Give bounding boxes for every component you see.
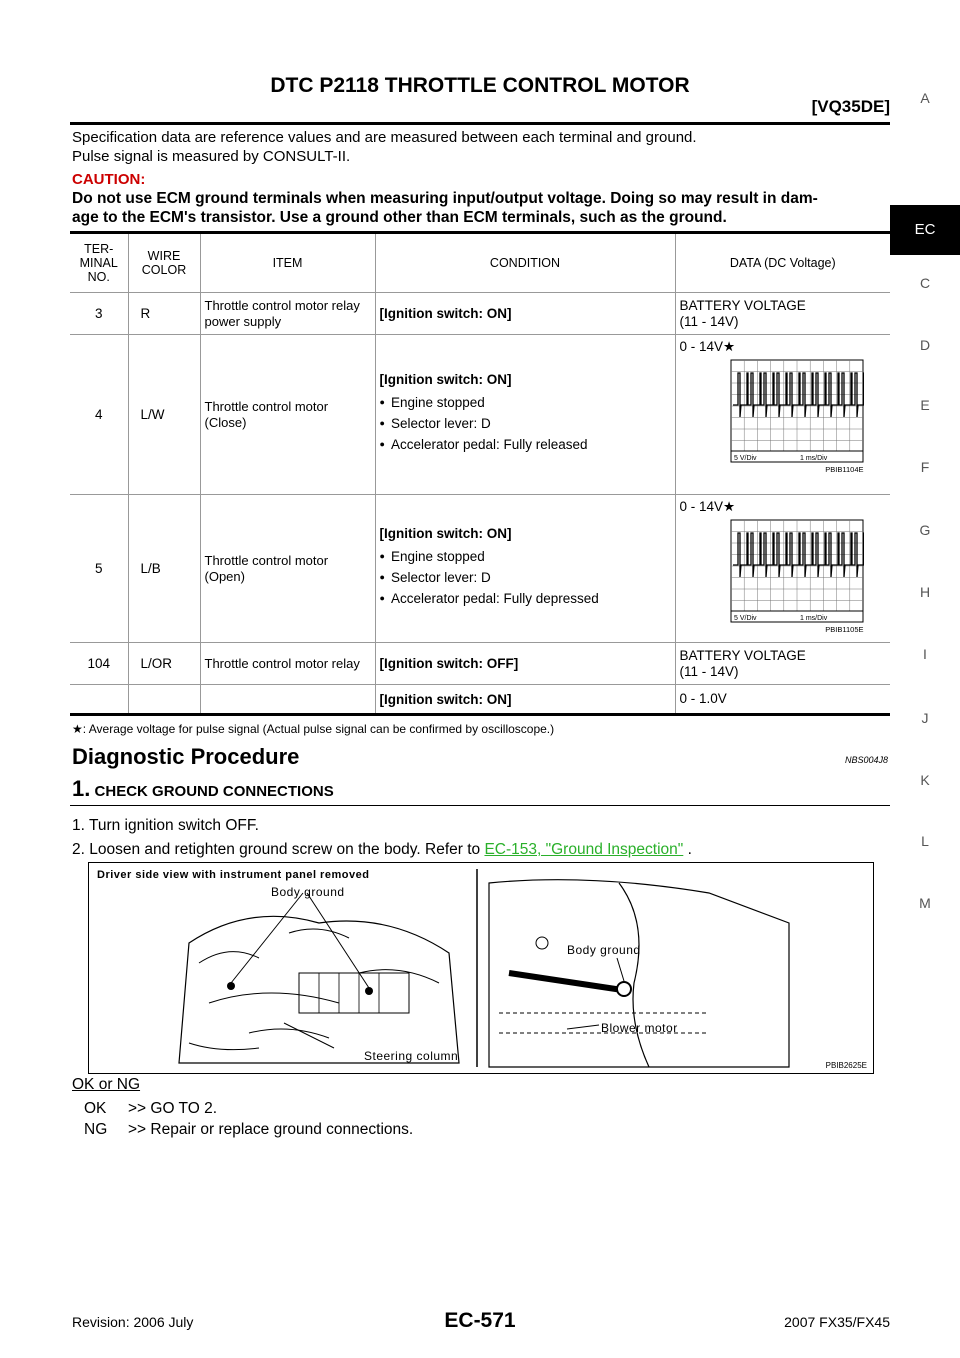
header-rule	[70, 122, 890, 125]
section-title: Diagnostic Procedure	[72, 744, 300, 769]
cell-condition	[375, 293, 675, 335]
data-value: 0 - 14V★	[679, 339, 736, 354]
table-row	[70, 495, 890, 643]
side-tab-a[interactable]: A	[920, 90, 930, 106]
data-value: BATTERY VOLTAGE (11 - 14V)	[679, 647, 806, 679]
cell-wire-color	[128, 685, 200, 715]
cell-data	[675, 293, 890, 335]
side-tab-k[interactable]: K	[920, 772, 930, 788]
side-tab-h[interactable]: H	[919, 584, 931, 600]
cell-condition	[375, 335, 675, 495]
condition-bullet: ● Engine stopped	[380, 549, 671, 564]
condition-label: [Ignition switch: ON]	[379, 691, 512, 707]
col-wire-color: WIRE COLOR	[128, 233, 200, 293]
cell-wire-color: L/W	[128, 335, 200, 495]
footer-revision: Revision: 2006 July	[72, 1314, 194, 1330]
cell-data	[675, 643, 890, 685]
ground-location-figure	[88, 862, 874, 1074]
cell-condition	[375, 685, 675, 715]
cell-item: Throttle control motor (Close)	[200, 335, 375, 495]
footer-page-number: EC-571	[444, 1309, 516, 1332]
cell-terminal: 3	[70, 293, 128, 335]
terminal-spec-table	[70, 231, 890, 716]
cell-item: Throttle control motor relay	[200, 643, 375, 685]
scope-volt-scale: 5 V/Div	[733, 455, 757, 462]
cell-terminal: 104	[70, 643, 128, 685]
section-code: NBS004J8	[844, 755, 888, 765]
cell-condition	[375, 495, 675, 643]
cell-wire-color: R	[128, 293, 200, 335]
scope-volt-scale: 5 V/Div	[733, 615, 757, 622]
side-tab-j[interactable]: J	[921, 710, 929, 726]
cell-item: Throttle control motor relay power supply	[200, 293, 375, 335]
side-tab-e[interactable]: E	[920, 397, 930, 413]
side-tab-c[interactable]: C	[919, 275, 931, 291]
condition-label: [Ignition switch: ON]	[379, 306, 512, 321]
side-tab-f[interactable]: F	[920, 459, 930, 475]
data-value: BATTERY VOLTAGE (11 - 14V)	[679, 297, 806, 329]
step-title	[72, 776, 334, 802]
label-body-ground-right: Body ground	[567, 943, 641, 957]
cell-data	[675, 335, 890, 495]
label-steering-column: Steering column	[364, 1049, 459, 1063]
step-heading: CHECK GROUND CONNECTIONS	[94, 783, 334, 800]
oscilloscope-waveform	[730, 359, 864, 477]
cell-terminal: 4	[70, 335, 128, 495]
table-row	[70, 685, 890, 715]
condition-label: [Ignition switch: OFF]	[379, 656, 519, 671]
scope-figure-code: PBIB1105E	[825, 625, 864, 634]
procedure-step-2	[72, 840, 692, 859]
result-ng-label: NG	[84, 1121, 108, 1138]
ground-inspection-link[interactable]: EC-153, "Ground Inspection"	[484, 841, 684, 858]
procedure-step-1: 1. Turn ignition switch OFF.	[72, 817, 259, 834]
figure-heading: Driver side view with instrument panel removed	[97, 869, 370, 881]
cell-condition	[375, 643, 675, 685]
cell-wire-color: L/OR	[128, 643, 200, 685]
condition-label: [Ignition switch: ON]	[379, 525, 512, 541]
scope-time-scale: 1 ms/Div	[799, 615, 827, 622]
ground-illustration	[89, 863, 873, 1073]
cell-data	[675, 685, 890, 715]
oscilloscope-waveform	[730, 519, 864, 637]
side-tab-ec[interactable]: EC	[890, 205, 960, 255]
caution-line-1: Do not use ECM ground terminals when measuring input/output voltage. Doing so may result in dam-	[72, 190, 818, 207]
table-row	[70, 293, 890, 335]
condition-bullet: ● Selector lever: D	[380, 570, 671, 585]
side-tab-l[interactable]: L	[921, 833, 929, 849]
condition-bullet: ● Accelerator pedal: Fully released	[380, 437, 671, 452]
condition-bullet: ● Accelerator pedal: Fully depressed	[380, 591, 671, 606]
caution-line-2: age to the ECM's transistor. Use a ground other than ECM terminals, such as the ground.	[72, 209, 727, 226]
step-rule	[70, 805, 890, 806]
data-value: 0 - 1.0V	[679, 691, 727, 706]
side-tab-g[interactable]: G	[919, 522, 931, 538]
col-item: ITEM	[200, 233, 375, 293]
intro-line-1: Specification data are reference values and are measured between each terminal and ground.	[72, 129, 697, 146]
condition-bullet: ● Selector lever: D	[380, 416, 671, 431]
scope-time-scale: 1 ms/Div	[799, 455, 827, 462]
side-tab-i[interactable]: I	[923, 646, 927, 662]
side-tab-m[interactable]: M	[919, 895, 931, 911]
result-ok-text: >> GO TO 2.	[128, 1100, 218, 1117]
data-value: 0 - 14V★	[679, 499, 736, 514]
cell-item: Throttle control motor (Open)	[200, 495, 375, 643]
figure-code: PBIB2625E	[825, 1061, 867, 1070]
engine-code: [VQ35DE]	[811, 97, 890, 116]
table-header-row	[70, 233, 890, 293]
scope-figure-code: PBIB1104E	[825, 465, 864, 474]
caution-heading: CAUTION:	[72, 171, 146, 188]
procedure-step-2-end: .	[683, 841, 692, 858]
condition-bullet: ● Engine stopped	[380, 395, 671, 410]
cell-terminal	[70, 685, 128, 715]
result-ng-text: >> Repair or replace ground connections.	[128, 1121, 414, 1138]
table-row	[70, 335, 890, 495]
cell-data	[675, 495, 890, 643]
col-data: DATA (DC Voltage)	[675, 233, 890, 293]
side-tab-d[interactable]: D	[919, 337, 931, 353]
condition-label: [Ignition switch: ON]	[379, 371, 512, 387]
cell-wire-color: L/B	[128, 495, 200, 643]
label-body-ground-left: Body ground	[271, 885, 345, 899]
intro-line-2: Pulse signal is measured by CONSULT-II.	[72, 148, 351, 165]
cell-item	[200, 685, 375, 715]
step-number: 1.	[72, 776, 91, 801]
cell-terminal: 5	[70, 495, 128, 643]
table-row	[70, 643, 890, 685]
col-terminal: TER- MINAL NO.	[70, 233, 128, 293]
procedure-step-2-text: 2. Loosen and retighten ground screw on the body. Refer to	[72, 841, 485, 858]
footnote: ★: Average voltage for pulse signal (Actual pulse signal can be confirmed by oscilloscope.)	[72, 722, 555, 736]
result-title: OK or NG	[72, 1076, 141, 1093]
page-title: DTC P2118 THROTTLE CONTROL MOTOR	[270, 74, 690, 97]
col-condition: CONDITION	[375, 233, 675, 293]
result-ok-label: OK	[84, 1100, 107, 1117]
footer-model: 2007 FX35/FX45	[784, 1314, 890, 1330]
label-blower-motor: Blower motor	[601, 1021, 678, 1035]
